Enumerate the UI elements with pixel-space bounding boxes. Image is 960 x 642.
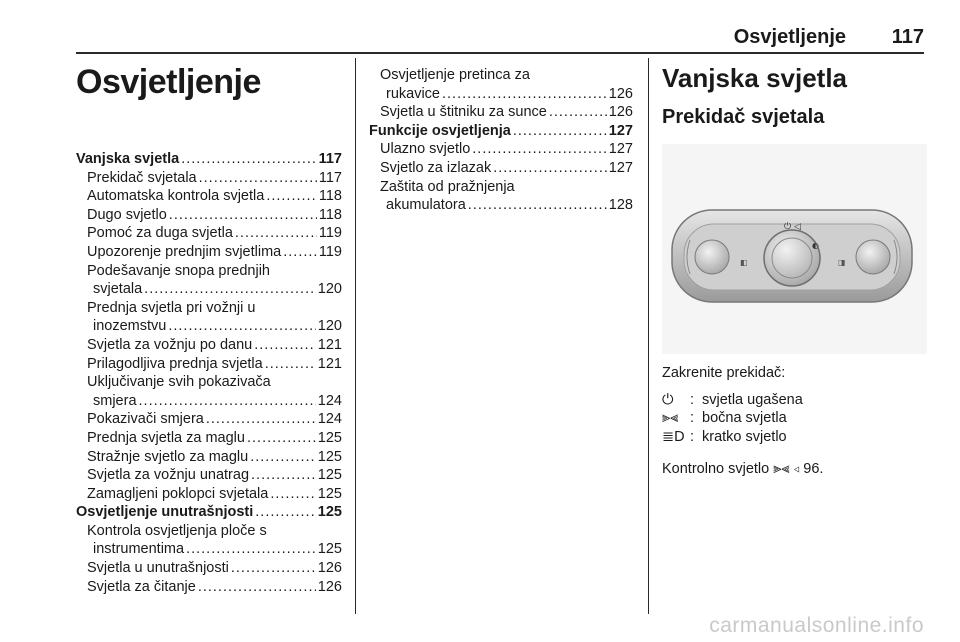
subsection-title: Prekidač svjetala bbox=[662, 106, 825, 128]
indicator-paragraph bbox=[662, 460, 927, 479]
content-column bbox=[662, 62, 927, 479]
indicator-page-ref: 96. bbox=[803, 461, 824, 478]
toc-entry-title: svjetala bbox=[93, 281, 143, 298]
toc-leader bbox=[139, 392, 316, 411]
toc-leader bbox=[265, 355, 316, 374]
toc-list bbox=[76, 150, 342, 596]
toc-entry-title: rukavice bbox=[386, 85, 440, 102]
toc-leader bbox=[266, 187, 317, 206]
indicator-text: Kontrolno svjetlo bbox=[662, 461, 770, 478]
toc-entry bbox=[369, 178, 633, 215]
page-number: 117 bbox=[891, 26, 924, 48]
switch-positions-legend bbox=[662, 391, 927, 447]
toc-section-entry bbox=[76, 503, 342, 522]
toc-entry-title: Zaštita od pražnjenja bbox=[380, 178, 515, 195]
toc-entry bbox=[76, 262, 342, 299]
light-switch-panel-illustration bbox=[662, 144, 927, 354]
legend-item: ⫸⫷ : bočna svjetla bbox=[662, 410, 787, 427]
toc-leader bbox=[251, 466, 316, 485]
toc-page-number: 125 bbox=[317, 429, 342, 446]
toc-leader bbox=[442, 85, 607, 104]
toc-entry-title: Kontrola osvjetljenja ploče s bbox=[87, 522, 267, 539]
toc-leader bbox=[247, 429, 316, 448]
toc-entry-title: Prilagodljiva prednja svjetla bbox=[87, 355, 263, 372]
toc-leader bbox=[468, 196, 607, 215]
toc-page-number: 126 bbox=[608, 104, 633, 121]
toc-page-number: 126 bbox=[317, 560, 342, 577]
toc-entry-title: Zamagljeni poklopci svjetala bbox=[87, 485, 269, 502]
toc-entry bbox=[76, 559, 342, 578]
toc-column-2 bbox=[369, 66, 633, 215]
toc-page-number: 119 bbox=[318, 243, 342, 260]
legend-item: ≣D : kratko svjetlo bbox=[662, 428, 787, 445]
toc-page-number: 125 bbox=[317, 541, 342, 558]
toc-entry-title: Vanjska svjetla bbox=[76, 151, 180, 167]
power-off-icon: ⏻ bbox=[662, 391, 674, 408]
toc-entry bbox=[369, 66, 633, 103]
toc-page-number: 127 bbox=[608, 159, 633, 176]
toc-entry bbox=[76, 410, 342, 429]
toc-entry-title: Prekidač svjetala bbox=[87, 169, 197, 186]
toc-entry-title: smjera bbox=[93, 392, 137, 409]
svg-text:◧: ◧ bbox=[740, 258, 748, 267]
toc-leader bbox=[254, 336, 316, 355]
toc-leader bbox=[493, 159, 607, 178]
section-title: Vanjska svjetla bbox=[662, 63, 848, 93]
svg-text:◨: ◨ bbox=[838, 258, 846, 267]
toc-entry bbox=[369, 140, 633, 159]
side-light-icon: ⫸⫷ bbox=[773, 461, 790, 478]
toc-entry-title: Funkcije osvjetljenja bbox=[369, 122, 511, 139]
toc-entry bbox=[76, 355, 342, 374]
toc-entry-title: Pomoć za duga svjetla bbox=[87, 225, 233, 242]
toc-entry bbox=[76, 169, 342, 188]
toc-page-number: 120 bbox=[317, 281, 342, 298]
page-header bbox=[76, 26, 924, 54]
toc-entry-title: Podešavanje snopa prednjih bbox=[87, 262, 270, 279]
side-light-icon: ⫸⫷ bbox=[662, 410, 679, 427]
toc-page-number: 119 bbox=[318, 225, 342, 242]
toc-page-number: 125 bbox=[317, 448, 342, 465]
legend-item: ⏻ : svjetla ugašena bbox=[662, 391, 803, 408]
toc-entry bbox=[76, 224, 342, 243]
toc-column-1 bbox=[76, 62, 342, 596]
toc-leader bbox=[270, 485, 315, 504]
toc-page-number: 121 bbox=[317, 336, 342, 353]
toc-page-number: 118 bbox=[318, 188, 342, 205]
toc-entry bbox=[76, 522, 342, 559]
toc-entry-title: Svjetla u unutrašnjosti bbox=[87, 560, 229, 577]
watermark: carmanualsonline.info bbox=[709, 614, 924, 637]
toc-section-entry bbox=[76, 150, 342, 169]
toc-entry-title: Osvjetljenje unutrašnjosti bbox=[76, 504, 254, 521]
toc-leader bbox=[181, 150, 316, 169]
toc-leader bbox=[169, 206, 317, 225]
toc-entry-title: instrumentima bbox=[93, 541, 185, 558]
toc-section-entry bbox=[369, 122, 633, 141]
toc-page-number: 124 bbox=[317, 411, 342, 428]
low-beam-icon: ≣D bbox=[662, 428, 685, 445]
toc-page-number: 117 bbox=[318, 169, 342, 186]
toc-entry-title: Svjetla u štitniku za sunce bbox=[380, 104, 547, 121]
toc-page-number: 125 bbox=[317, 485, 342, 502]
toc-entry-title: Prednja svjetla za maglu bbox=[87, 429, 245, 446]
toc-entry-title: Uključivanje svih pokazivača bbox=[87, 374, 271, 391]
toc-entry bbox=[369, 103, 633, 122]
svg-text:⏻ ◁: ⏻ ◁ bbox=[784, 222, 801, 232]
toc-page-number: 118 bbox=[318, 206, 342, 223]
toc-entry bbox=[76, 206, 342, 225]
toc-leader bbox=[168, 317, 315, 336]
toc-page-number: 126 bbox=[317, 578, 342, 595]
toc-entry-title: Svjetla za vožnju po danu bbox=[87, 336, 253, 353]
toc-entry bbox=[76, 485, 342, 504]
toc-entry bbox=[76, 243, 342, 262]
toc-leader bbox=[206, 410, 316, 429]
toc-page-number: 120 bbox=[317, 318, 342, 335]
toc-entry-title: Upozorenje prednjim svjetlima bbox=[87, 243, 282, 260]
toc-leader bbox=[235, 224, 317, 243]
toc-entry bbox=[76, 373, 342, 410]
toc-entry-title: Prednja svjetla pri vožnji u bbox=[87, 299, 256, 316]
toc-entry bbox=[76, 187, 342, 206]
toc-entry-title: Svjetlo za izlazak bbox=[380, 159, 492, 176]
toc-entry-title: Svjetla za čitanje bbox=[87, 578, 196, 595]
toc-entry-title: Ulazno svjetlo bbox=[380, 141, 471, 158]
toc-leader bbox=[283, 243, 317, 262]
toc-entry-title: akumulatora bbox=[386, 197, 466, 214]
toc-entry-title: Svjetla za vožnju unatrag bbox=[87, 467, 250, 484]
toc-page-number: 128 bbox=[608, 197, 633, 214]
svg-text:◐: ◐ bbox=[812, 241, 819, 250]
toc-page-number: 125 bbox=[317, 467, 342, 484]
toc-leader bbox=[186, 540, 316, 559]
toc-entry-title: Pokazivači smjera bbox=[87, 411, 204, 428]
toc-leader bbox=[549, 103, 607, 122]
toc-entry-title: Dugo svjetlo bbox=[87, 206, 167, 223]
page-reference-arrow-icon: ◃ bbox=[793, 461, 800, 478]
toc-entry-title: Stražnje svjetlo za maglu bbox=[87, 448, 249, 465]
toc-entry bbox=[76, 299, 342, 336]
toc-entry bbox=[76, 578, 342, 597]
toc-leader bbox=[198, 578, 316, 597]
toc-entry-title: Automatska kontrola svjetla bbox=[87, 188, 265, 205]
toc-entry-title: inozemstvu bbox=[93, 318, 167, 335]
column-divider bbox=[648, 58, 649, 614]
toc-entry bbox=[76, 448, 342, 467]
toc-entry-title: Osvjetljenje pretinca za bbox=[380, 67, 530, 83]
light-switch-figure bbox=[662, 144, 927, 354]
toc-page-number: 127 bbox=[608, 141, 633, 158]
toc-page-number: 127 bbox=[608, 122, 633, 139]
toc-page-number: 117 bbox=[318, 151, 342, 167]
toc-page-number: 124 bbox=[317, 392, 342, 409]
toc-leader bbox=[250, 448, 316, 467]
toc-page-number: 121 bbox=[317, 355, 342, 372]
toc-leader bbox=[144, 280, 316, 299]
toc-page-number: 125 bbox=[317, 504, 342, 521]
toc-page-number: 126 bbox=[608, 85, 633, 102]
toc-entry bbox=[76, 429, 342, 448]
toc-leader bbox=[199, 169, 317, 188]
column-divider bbox=[355, 58, 356, 614]
instruction-text: Zakrenite prekidač: bbox=[662, 365, 786, 381]
toc-leader bbox=[513, 122, 607, 141]
header-title: Osvjetljenje bbox=[733, 26, 846, 48]
toc-entry bbox=[369, 159, 633, 178]
chapter-title: Osvjetljenje bbox=[76, 63, 261, 101]
toc-entry bbox=[76, 336, 342, 355]
toc-leader bbox=[255, 503, 316, 522]
toc-entry bbox=[76, 466, 342, 485]
toc-leader bbox=[231, 559, 316, 578]
toc-leader bbox=[472, 140, 607, 159]
toc-list bbox=[369, 66, 633, 215]
